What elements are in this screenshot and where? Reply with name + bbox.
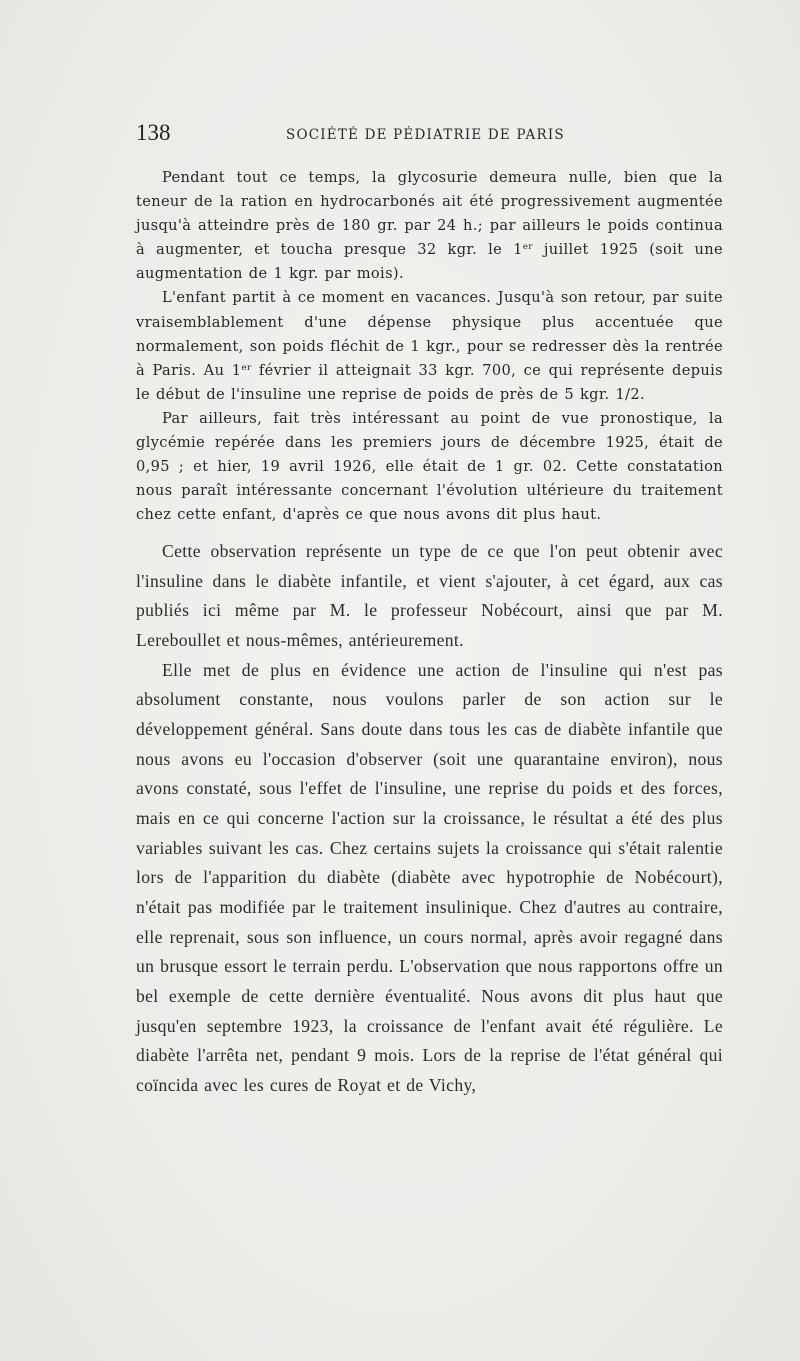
paragraph: Par ailleurs, fait très intéressant au point de vue pronostique, la glycémie repérée dans les premiers jours de décembre 1925, était de 0,95 ; et hier, 19 avril 1926, elle était de 1 gr. 02. Cette constatation nous paraît intéressante concernant l'évolution ultérieure du traitement chez cette enfant, d'après ce que nous avons dit plus haut. — [136, 409, 723, 524]
discussion-text — [136, 537, 723, 1100]
running-title: SOCIÉTÉ DE PÉDIATRIE DE PARIS — [286, 127, 565, 143]
case-report-text — [136, 166, 723, 527]
paragraph: Pendant tout ce temps, la glycosurie demeura nulle, bien que la teneur de la ration en hydrocarbonés ait été progressivement augmentée jusqu'à atteindre près de 180 gr. par 24 h.; par ailleurs le poids continua à augmenter, et toucha presque 32 kgr. le 1er juillet 1925 (soit une augmentation de 1 kgr. par mois). — [136, 169, 723, 283]
paragraph: Cette observation représente un type de ce que l'on peut obtenir avec l'insuline dans le diabète infantile, et vient s'ajouter, à cet égard, aux cas publiés ici même par M. le professeur Nobécourt, ainsi que par M. Lereboullet et nous-mêmes, antérieurement. — [136, 541, 723, 650]
paragraph: Elle met de plus en évidence une action de l'insuline qui n'est pas absolument constante, nous voulons parler de son action sur le développement général. Sans doute dans tous les cas de diabète infantile que nous avons eu l'occasion d'observer (soit une quarantaine environ), nous avons constaté, sous l'effet de l'insuline, une reprise du poids et des forces, mais en ce qui concerne l'action sur la croissance, le résultat a été des plus variables suivant les cas. Chez certains sujets la croissance qui s'était ralentie lors de l'apparition du diabète (diabète avec hypotrophie de Nobécourt), n'était pas modifiée par le traitement insulinique. Chez d'autres au contraire, elle reprenait, sous son influence, un cours normal, après avoir regagné dans un brusque essort le terrain perdu. L'observation que nous rapportons offre un bel exemple de cette dernière éventualité. Nous avons dit plus haut que jusqu'en septembre 1923, la croissance de l'enfant avait été régulière. Le diabète l'arrêta net, pendant 9 mois. Lors de la reprise de l'état général qui coïncida avec les cures de Royat et de Vichy, — [136, 659, 723, 1095]
page-number: 138 — [136, 120, 171, 145]
paragraph: L'enfant partit à ce moment en vacances. Jusqu'à son retour, par suite vraisemblablement d'une dépense physique plus accentuée que normalement, son poids fléchit de 1 kgr., pour se redresser dès la rentrée à Paris. Au 1er février il atteignait 33 kgr. 700, ce qui représente depuis le début de l'insuline une reprise de poids de près de 5 kgr. 1/2. — [136, 289, 724, 403]
page-header — [136, 120, 722, 154]
